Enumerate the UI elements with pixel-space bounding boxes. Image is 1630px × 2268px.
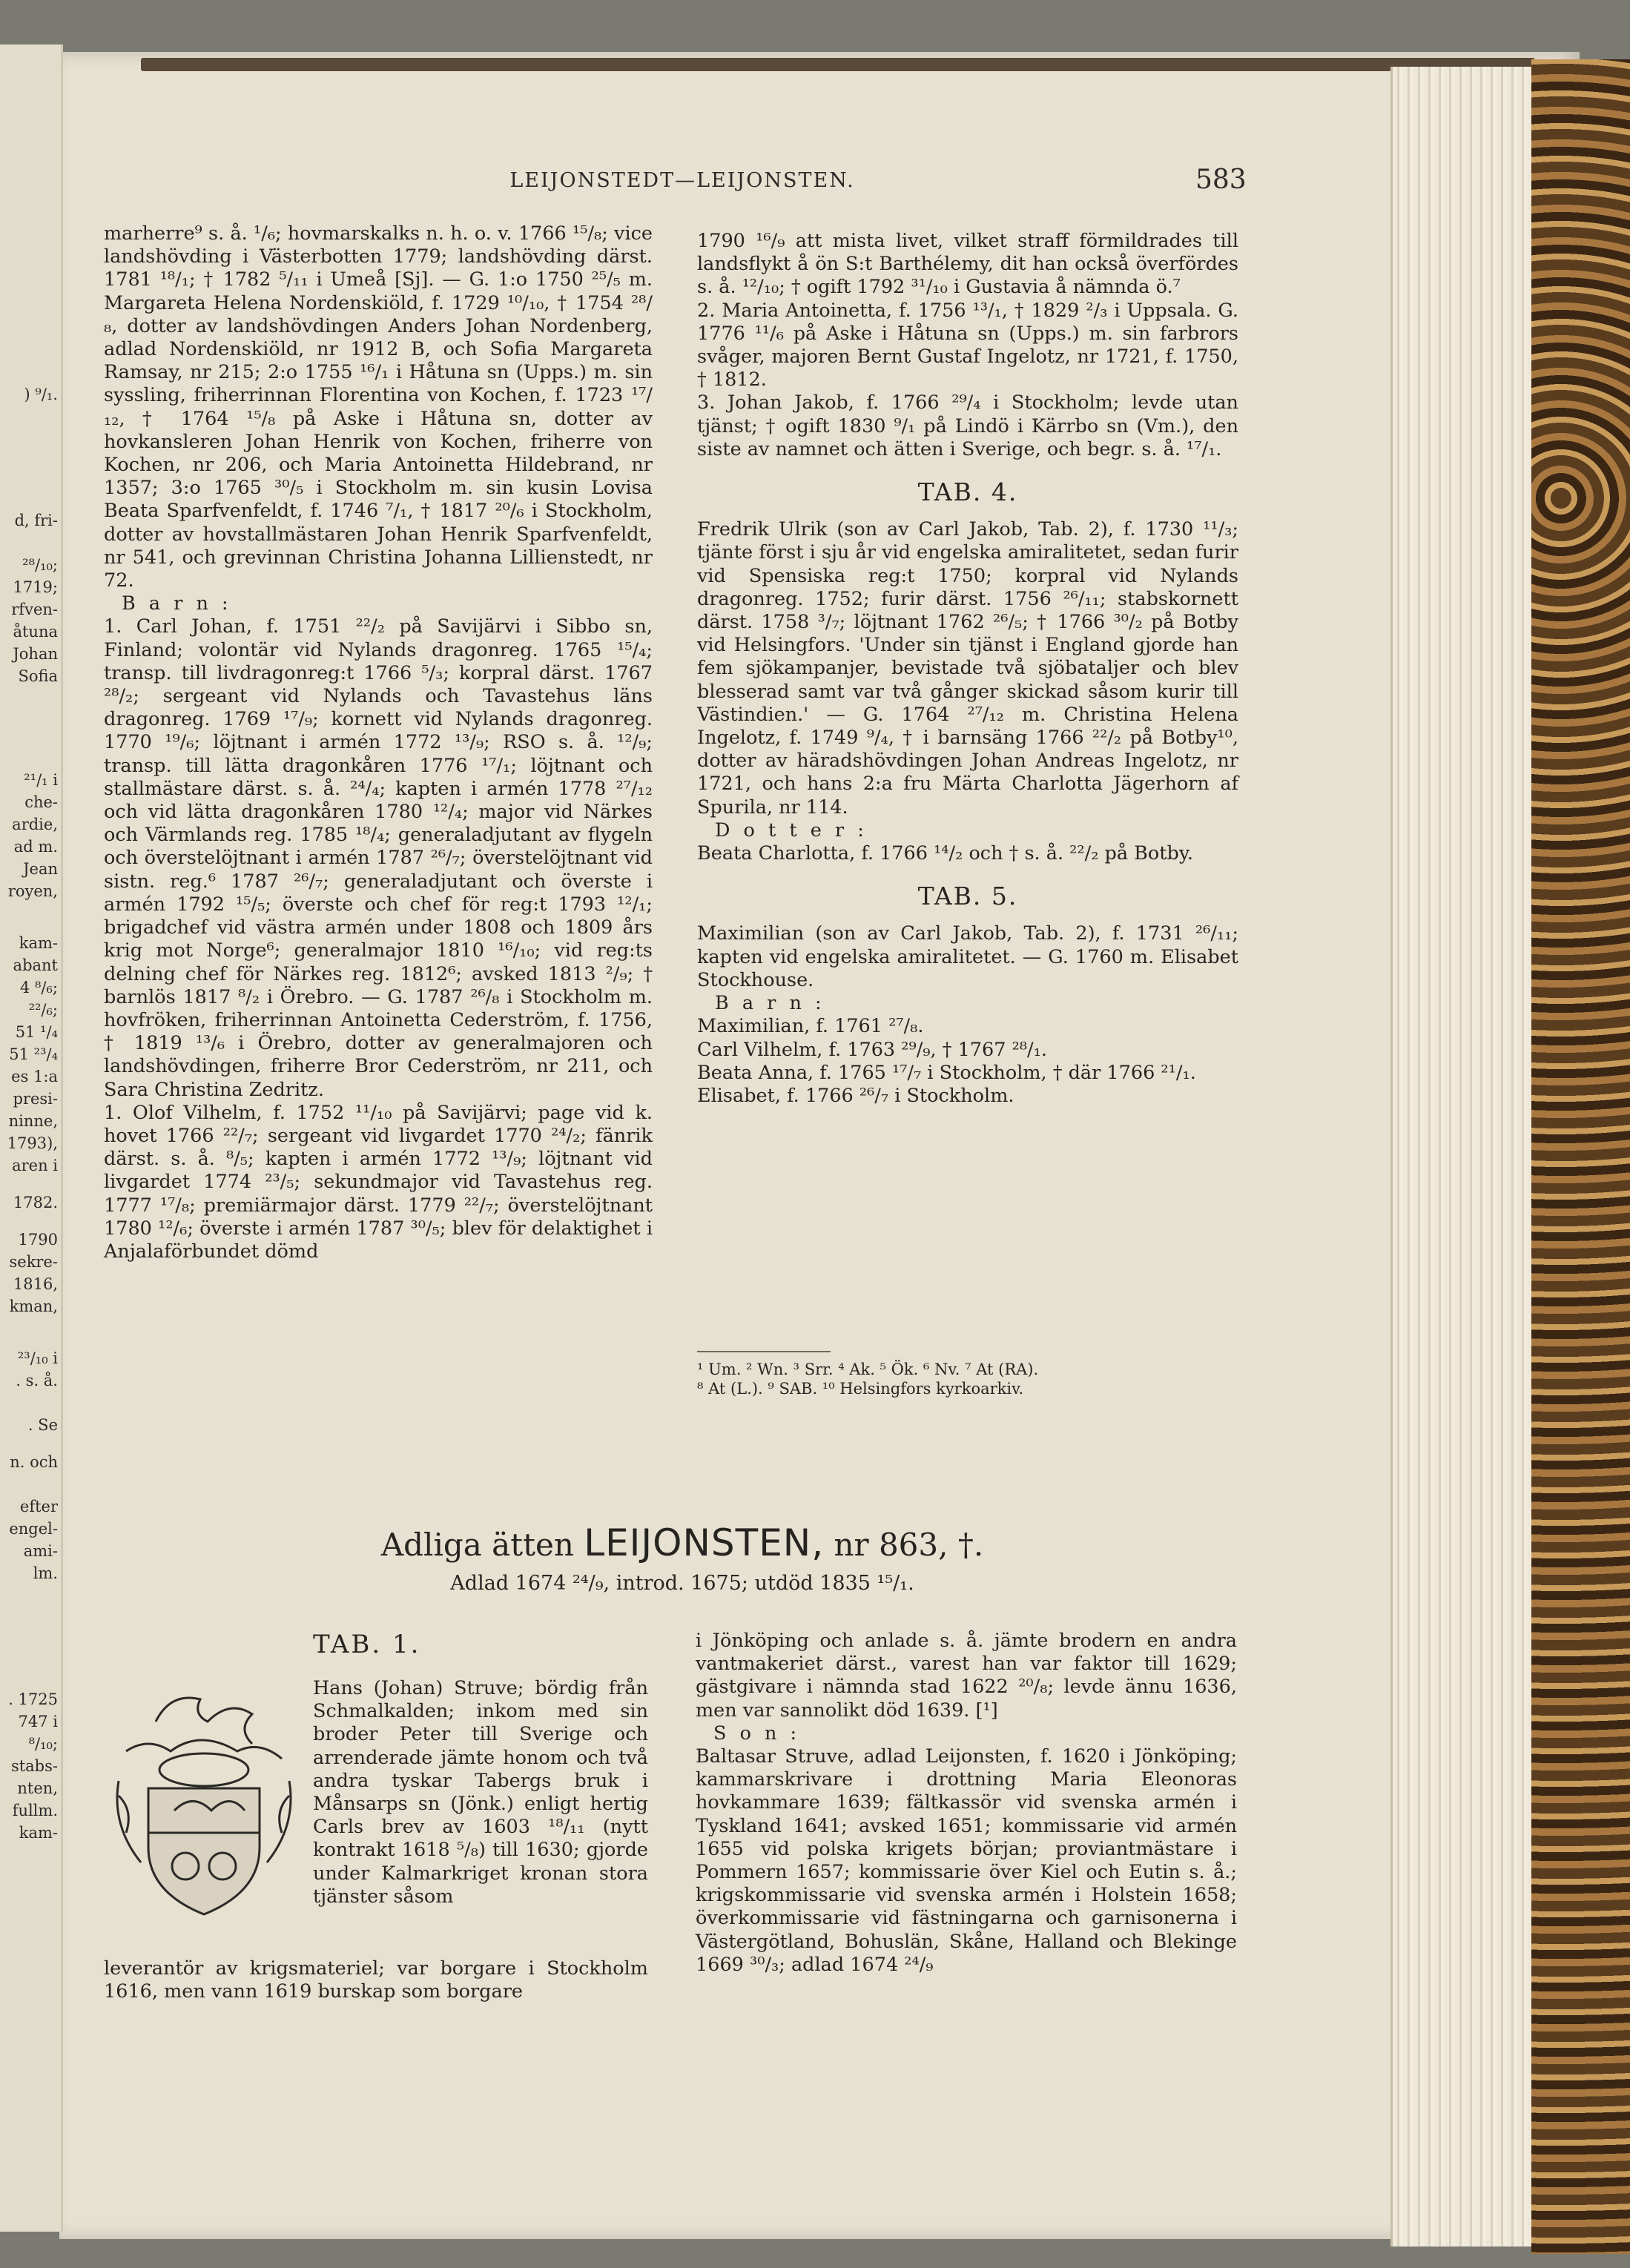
edge-text-fragment: . s. å. bbox=[16, 1372, 58, 1389]
edge-text-fragment: åtuna bbox=[13, 623, 58, 641]
edge-text-fragment: nten, bbox=[17, 1779, 58, 1797]
left-column-bottom bbox=[104, 1957, 648, 2003]
section-label: B a r n : bbox=[122, 592, 232, 615]
edge-text-fragment: 1719; bbox=[13, 578, 58, 596]
edge-text-fragment: presi- bbox=[13, 1090, 58, 1108]
paragraph: Beata Charlotta, f. 1766 ¹⁴/₂ och † s. å. ²²/₂ på Botby. bbox=[697, 842, 1193, 865]
paragraph: 1790 ¹⁶/₉ att mista livet, vilket straff förmildrades till landsflykt å ön S:t Barthélemy, dit han också överfördes s. å. ¹²/₁₀; † ogift 1792 ³¹/₁₀ i Gustavia å nämnda ö.⁷ bbox=[697, 230, 1238, 299]
family-title bbox=[104, 1521, 1261, 1564]
list-item: Maximilian, f. 1761 ²⁷/₈. bbox=[697, 1015, 924, 1038]
tab-heading: TAB. 5. bbox=[917, 882, 1018, 911]
edge-text-fragment: Jean bbox=[23, 860, 58, 878]
edge-text-fragment: stabs- bbox=[10, 1757, 58, 1775]
edge-text-fragment: Johan bbox=[13, 645, 58, 663]
page-number: 583 bbox=[1195, 165, 1247, 195]
edge-text-fragment: 4 ⁸/₆; bbox=[19, 979, 58, 996]
marbled-cover bbox=[1531, 59, 1630, 2254]
edge-text-fragment: . 1725 bbox=[8, 1690, 58, 1708]
family-subtitle: Adlad 1674 ²⁴/₉, introd. 1675; utdöd 1835 ¹⁵/₁. bbox=[450, 1572, 914, 1595]
edge-text-fragment: ami- bbox=[23, 1542, 58, 1560]
edge-text-fragment: efter bbox=[19, 1498, 58, 1515]
paragraph: 1. Carl Johan, f. 1751 ²²/₂ på Savijärvi i Sibbo sn, Finland; volontär vid Nylands dragonreg. 1765 ¹⁵/₄; transp. till livdragonreg:t 1766 ⁵/₃; korpral därst. 1767 ²⁸/₂; sergeant vid Nylands och Tavastehus läns dragonreg. 1769 ¹⁷/₉; kornett vid Nylands dragonreg. 1770 ¹⁹/₆; löjtnant i armén 1772 ¹³/₉; RSO s. å. ¹²/₉; transp. till lätta dragonkåren 1776 ¹⁷/₁; löjtnant och stallmästare därst. s. å. ²⁴/₄; kapten i armén 1778 ²⁷/₁₂ och vid lätta dragonkåren 1780 ¹²/₄; major vid Närkes och Värmlands reg. 1785 ¹⁸/₄; generaladjutant av flygeln och överstelöjtnant i armén 1787 ²⁶/₇; överstelöjtnant vid sistn. reg.⁶ 1787 ²⁶/₇; generaladjutant och överste i armén 1792 ¹⁵/₅; överste och chef för reg:t 1793 ¹²/₁; brigadchef vid västra armén under 1808 och 1809 års krig mot Norge⁶; generalmajor 1810 ¹⁶/₁₀; vid reg:ts delning chef för Närkes reg. 1812⁶; avsked 1813 ²/₉; † barnlös 1817 ⁸/₂ i Örebro. — G. 1787 ²⁶/₈ i Stockholm m. hovfröken, friherrinnan Antoinetta Cederström, f. 1756, † 1819 ¹³/₆ i Örebro, dotter av generalmajoren och landshövdingen, friherre Bror Cederström, nr 211, och Sara Christina Zedritz. bbox=[104, 615, 653, 1101]
edge-text-fragment: sekre- bbox=[9, 1253, 58, 1271]
footnote-line: ⁸ At (L.). ⁹ SAB. ¹⁰ Helsingfors kyrkoarkiv. bbox=[697, 1380, 1024, 1398]
edge-text-fragment: abant bbox=[13, 956, 58, 974]
paragraph: 1. Olof Vilhelm, f. 1752 ¹¹/₁₀ på Savijärvi; page vid k. hovet 1766 ²²/₇; sergeant vid livgardet 1770 ²⁴/₂; fänrik därst. s. å. ⁸/₅; kapten i armén 1772 ¹³/₉; löjtnant vid livgardet 1774 ²³/₅; sekundmajor vid Tavastehus reg. 1777 ¹⁷/₈; premiärmajor därst. 1779 ²²/₇; överstelöjtnant 1780 ¹²/₆; överste i armén 1787 ³⁰/₅; blev för delaktighet i Anjalaförbundet dömd bbox=[104, 1101, 653, 1263]
edge-text-fragment: ²²/₆; bbox=[28, 1001, 58, 1019]
edge-text-fragment: 1790 bbox=[18, 1231, 58, 1249]
title-suffix: nr 863, †. bbox=[834, 1527, 984, 1563]
edge-text-fragment: kam- bbox=[19, 934, 58, 952]
edge-text-fragment: che- bbox=[24, 793, 58, 811]
edge-text-fragment: . Se bbox=[27, 1416, 58, 1434]
edge-text-fragment: Sofia bbox=[18, 667, 58, 685]
paragraph: 3. Johan Jakob, f. 1766 ²⁹/₄ i Stockholm; levde utan tjänst; † ogift 1830 ⁹/₁ på Lindö i Kärrbo sn (Vm.), den siste av namnet och ätten i Sverige, och begr. s. å. ¹⁷/₁. bbox=[697, 391, 1238, 460]
edge-text-fragment: ²¹/₁ i bbox=[24, 771, 58, 789]
list-item: Beata Anna, f. 1765 ¹⁷/₇ i Stockholm, † där 1766 ²¹/₁. bbox=[697, 1061, 1196, 1084]
title-prefix: Adliga ätten bbox=[380, 1527, 574, 1563]
edge-text-fragment: royen, bbox=[7, 882, 58, 900]
edge-text-fragment: ad m. bbox=[13, 838, 58, 856]
paragraph: 2. Maria Antoinetta, f. 1756 ¹³/₁, † 1829 ²/₃ i Uppsala. G. 1776 ¹¹/₆ på Aske i Håtuna sn (Upps.) m. sin farbrors svåger, majoren Bernt Gustaf Ingelotz, nr 1721, f. 1750, † 1812. bbox=[697, 299, 1238, 391]
list-item: Carl Vilhelm, f. 1763 ²⁹/₉, † 1767 ²⁸/₁. bbox=[697, 1038, 1047, 1061]
paragraph: Maximilian (son av Carl Jakob, Tab. 2), f. 1731 ²⁶/₁₁; kapten vid engelska amiralitetet. — G. 1760 m. Elisabet Stockhouse. bbox=[697, 922, 1238, 991]
edge-text-fragment: ⁸/₁₀; bbox=[28, 1735, 58, 1753]
footnote-rule bbox=[697, 1351, 831, 1352]
binding-edge bbox=[141, 58, 1535, 71]
edge-text-fragment: 747 i bbox=[18, 1713, 58, 1730]
edge-text-fragment: fullm. bbox=[12, 1802, 58, 1819]
edge-text-fragment: ²⁸/₁₀; bbox=[22, 556, 58, 574]
edge-text-fragment: 51 ¹/₄ bbox=[15, 1023, 58, 1041]
family-name: LEIJONSTEN, bbox=[584, 1521, 825, 1564]
paragraph: i Jönköping och anlade s. å. jämte brodern en andra vantmakeriet därst., varest han var faktor till 1629; gästgivare i nämnda stad 1622 ²⁰/₈; levde ännu 1636, men var sannolikt död 1639. [¹] bbox=[696, 1630, 1237, 1722]
paragraph: Baltasar Struve, adlad Leijonsten, f. 1620 i Jönköping; kammarskrivare i drottning Maria Eleonoras hovkammare 1639; fältkassör vid svenska armén i Tyskland 1641; avsked 1651; kommissarie vid armén 1655 vid polska krigets början; proviantmästare i Pommern 1657; kommissarie över Kiel och Eutin s. å.; krigskommissarie vid svenska armén i Holstein 1658; överkommissarie vid fästningarna och garnisonerna i Västergötland, Bohuslän, Skåne, Halland och Blekinge 1669 ³⁰/₃; adlad 1674 ²⁴/₉ bbox=[696, 1745, 1237, 1976]
edge-text-fragment: es 1:a bbox=[11, 1068, 58, 1085]
section-label: S o n : bbox=[713, 1722, 801, 1745]
edge-text-fragment: ardie, bbox=[12, 816, 58, 833]
edge-text-fragment: 1793), bbox=[7, 1134, 58, 1152]
edge-text-fragment: rfven- bbox=[11, 601, 58, 618]
edge-text-fragment: n. och bbox=[10, 1453, 58, 1471]
left-column-top bbox=[104, 222, 653, 1263]
edge-text-fragment: engel- bbox=[9, 1520, 58, 1538]
paragraph: leverantör av krigsmateriel; var borgare i Stockholm 1616, men vann 1619 burskap som borgare bbox=[104, 1957, 648, 2003]
footnote-line: ¹ Um. ² Wn. ³ Srr. ⁴ Ak. ⁵ Ök. ⁶ Nv. ⁷ At (RA). bbox=[697, 1361, 1039, 1378]
edge-text-fragment: 51 ²³/₄ bbox=[9, 1045, 58, 1063]
paragraph: Fredrik Ulrik (son av Carl Jakob, Tab. 2), f. 1730 ¹¹/₃; tjänte först i sju år vid engelska amiralitetet, sedan furir vid Spensiska reg:t 1750; korpral vid Nylands dragonreg. 1752; furir därst. 1756 ²⁶/₁₁; stabskornett därst. 1758 ³/₇; löjtnant 1762 ²⁶/₅; † 1766 ³⁰/₂ på Botby vid Helsingfors. 'Under sin tjänst i England gjorde han fem sjökampanjer, bevistade två sjöbataljer och blev blesserad samt var två gånger skickad såsom kurir till Västindien.' — G. 1764 ²⁷/₁₂ m. Christina Helena Ingelotz, f. 1749 ⁹/₄, † i barnsäng 1766 ²²/₂ på Botby¹⁰, dotter av häradshövdingen Johan Andreas Ingelotz, nr 1721, och hans 2:a fru Märta Charlotta Jägerhorn af Spurila, nr 114. bbox=[697, 518, 1238, 819]
paragraph: marherre⁹ s. å. ¹/₆; hovmarskalks n. h. o. v. 1766 ¹⁵/₈; vice landshövding i Västerbotten 1779; landshövding därst. 1781 ¹⁸/₁; † 1782 ⁵/₁₁ i Umeå [Sj]. — G. 1:o 1750 ²⁵/₅ m. Margareta Helena Nordenskiöld, f. 1729 ¹⁰/₁₀, † 1754 ²⁸/₈, dotter av landshövdingen Anders Johan Nordenberg, adlad Nordenskiöld, nr 1912 B, och Sofia Margareta Ramsay, nr 215; 2:o 1755 ¹⁶/₁ i Håtuna sn (Upps.) m. sin syssling, friherrinnan Florentina von Kochen, f. 1723 ¹⁷/₁₂, † 1764 ¹⁵/₈ på Aske i Håtuna sn, dotter av hovkansleren Johan Henrik von Kochen, friherre von Kochen, nr 206, och Maria Antoinetta Hildebrand, nr 1357; 3:o 1765 ³⁰/₅ i Stockholm m. sin kusin Lovisa Beata Sparfvenfeldt, f. 1746 ⁷/₁, † 1817 ²⁰/₆ i Stockholm, dotter av hovstallmästaren Johan Henrik Sparfvenfeldt, nr 541, och grevinnan Christina Johanna Lillienstedt, nr 72. bbox=[104, 222, 653, 592]
edge-text-fragment: 1816, bbox=[13, 1275, 58, 1293]
tab-heading: TAB. 1. bbox=[313, 1630, 421, 1659]
previous-page-edge bbox=[0, 44, 63, 2232]
edge-text-fragment: kam- bbox=[19, 1824, 58, 1842]
edge-text-fragment: lm. bbox=[33, 1564, 58, 1582]
coat-of-arms-icon bbox=[104, 1677, 304, 1922]
paragraph: Hans (Johan) Struve; bördig från Schmalkalden; inkom med sin broder Peter till Sverige och arrenderade jämte honom och två andra tyskar Tabergs bruk i Månsarps sn (Jönk.) enligt hertig Carls brev av 1603 ¹⁸/₁₁ (nytt kontrakt 1618 ⁵/₈) till 1630; gjorde under Kalmarkriget kronan stora tjänster såsom bbox=[313, 1677, 648, 1908]
right-column-bottom bbox=[696, 1630, 1237, 1977]
edge-text-fragment: 1782. bbox=[13, 1194, 58, 1211]
edge-text-fragment: ²³/₁₀ i bbox=[17, 1349, 58, 1367]
left-column-narrow bbox=[313, 1677, 648, 1908]
tab-heading: TAB. 4. bbox=[917, 477, 1018, 507]
running-head: LEIJONSTEDT—LEIJONSTEN. bbox=[509, 169, 855, 192]
section-label: D o t t e r : bbox=[715, 819, 868, 842]
edge-text-fragment: d, fri- bbox=[14, 512, 58, 529]
footnotes bbox=[697, 1360, 1246, 1398]
edge-text-fragment: ) ⁹/₁. bbox=[24, 386, 58, 403]
right-column-top bbox=[697, 230, 1238, 1108]
list-item: Elisabet, f. 1766 ²⁶/₇ i Stockholm. bbox=[697, 1084, 1014, 1107]
section-label: B a r n : bbox=[715, 992, 825, 1015]
edge-text-fragment: kman, bbox=[9, 1297, 58, 1315]
page-stack-edge bbox=[1390, 67, 1534, 2246]
edge-text-fragment: ninne, bbox=[8, 1112, 58, 1130]
edge-text-fragment: aren i bbox=[12, 1157, 58, 1174]
